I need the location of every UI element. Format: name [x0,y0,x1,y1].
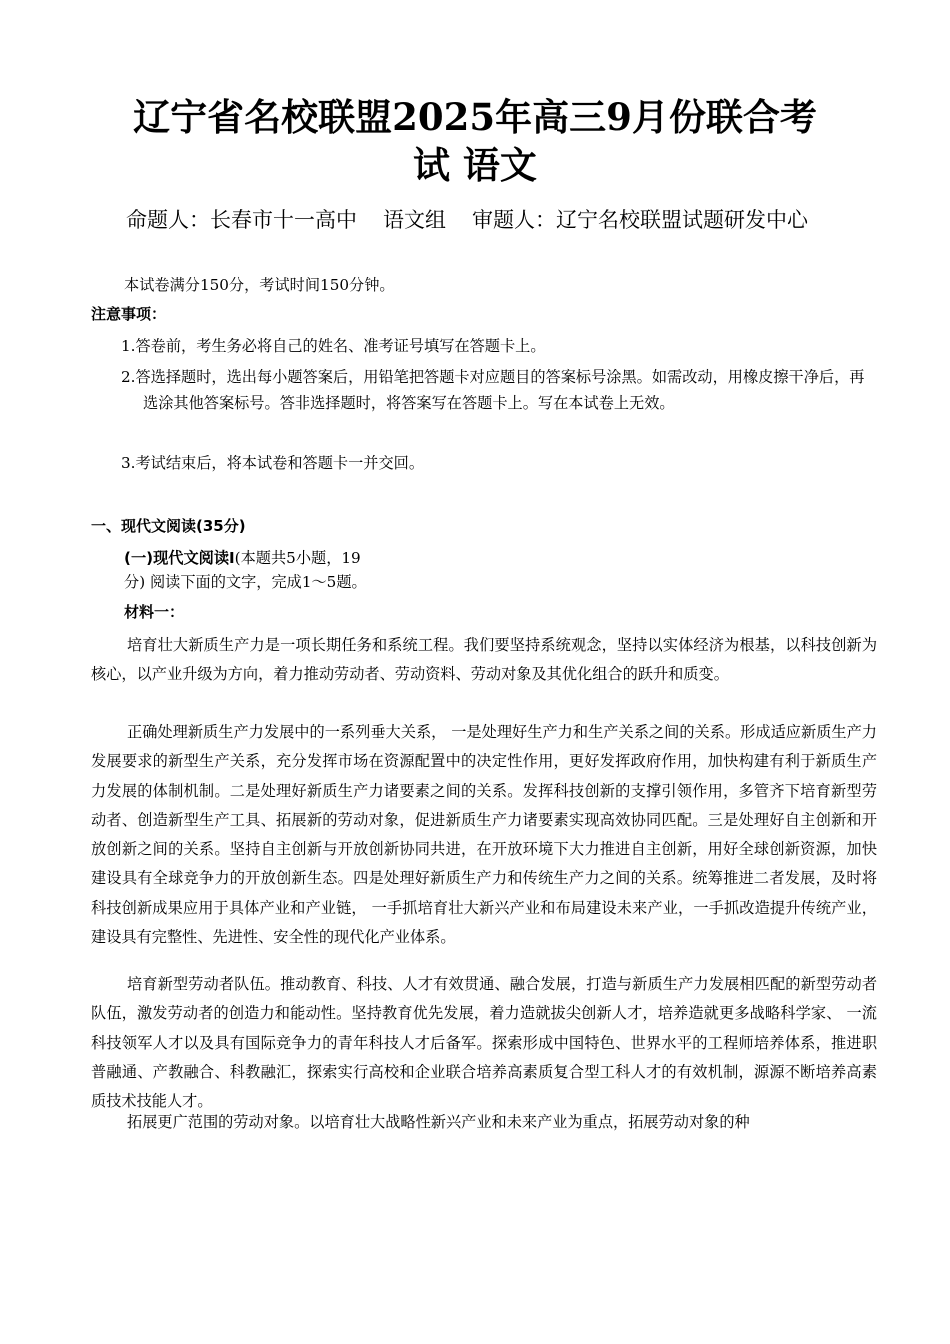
exam-title-line2: 试 语文 [413,143,537,187]
author-group: 语文组 [383,208,446,232]
paragraph-4: 拓展更广范围的劳动对象。以培育壮大战略性新兴产业和未来产业为重点，拓展劳动对象的种 [127,1113,750,1131]
notice-item-1: 1.答卷前，考生务必将自己的姓名、准考证号填写在答题卡上。 [121,337,546,355]
paragraph-1: 培育壮大新质生产力是一项长期任务和系统工程。我们要坚持系统观念，坚持以实体经济为根基，以科技创新为核心，以产业升级为方向，着力推动劳动者、劳动资料、劳动对象及其优化组合的跃升和质变。 [91,636,877,684]
notice-item-3: 3.考试结束后，将本试卷和答题卡一并交回。 [121,454,425,472]
section-heading: 一、现代文阅读(35分) [91,517,246,535]
author-label: 命题人：长春市十一高中 [126,208,357,232]
notice-item-2: 2.答选择题时，选出每小题答案后，用铅笔把答题卡对应题目的答案标号涂黑。如需改动，用橡皮擦干净后，再选涂其他答案标号。答非选择题时，将答案写在答题卡上。写在本试卷上无效。 [121,368,865,412]
paragraph-3: 培育新型劳动者队伍。推动教育、科技、人才有效贯通、融合发展，打造与新质生产力发展相匹配的新型劳动者队伍，激发劳动者的创造力和能动性。坚持教育优先发展，着力造就拔尖创新人才，培养造就更多战略科学家、 一流科技领军人才以及具有国际竞争力的青年科技人才后备军。探索形成中国特色、世界水平的工程师培养体系，推进职普融通、产教融合、科教融汇，探索实行高校和企业联合培养高素质复合型工科人才的有效机制，源源不断培养高素质技术技能人才。 [91,975,877,1111]
subsection-heading: (一)现代文阅读Ⅰ [124,549,235,567]
subsection-desc-2: 分) 阅读下面的文字，完成1～5题。 [124,573,367,591]
reviewer-label: 审题人：辽宁名校联盟试题研发中心 [472,208,808,232]
exam-title-line1: 辽宁省名校联盟2025年高三9月份联合考 [133,95,817,139]
notice-heading: 注意事项： [91,305,167,323]
paragraph-2: 正确处理新质生产力发展中的一系列垂大关系， 一是处理好生产力和生产关系之间的关系。形成适应新质生产力发展要求的新型生产关系，充分发挥市场在资源配置中的决定性作用，更好发挥政府作用，加快构建有利于新质生产力发展的体制机制。二是处理好新质生产力诸要素之间的关系。发挥科技创新的支撑引领作用，多管齐下培育新型劳动者、创造新型生产工具、拓展新的劳动对象，促进新质生产力诸要素实现高效协同匹配。三是处理好自主创新和开放创新之间的关系。坚持自主创新与开放创新协同共进，在开放环境下大力推进自主创新，用好全球创新资源，加快建设具有全球竞争力的开放创新生态。四是处理好新质生产力和传统生产力之间的关系。统筹推进二者发展，及时将科技创新成果应用于具体产业和产业链， 一手抓培育壮大新兴产业和布局建设未来产业，一手抓改造提升传统产业，建设具有完整性、先进性、安全性的现代化产业体系。 [91,723,877,947]
author-line [126,204,906,236]
material-label: 材料一： [124,603,185,621]
subsection-line1 [124,547,361,569]
subsection-desc-1: (本题共5小题，19 [234,549,361,567]
exam-info: 本试卷满分150分，考试时间150分钟。 [124,276,395,294]
